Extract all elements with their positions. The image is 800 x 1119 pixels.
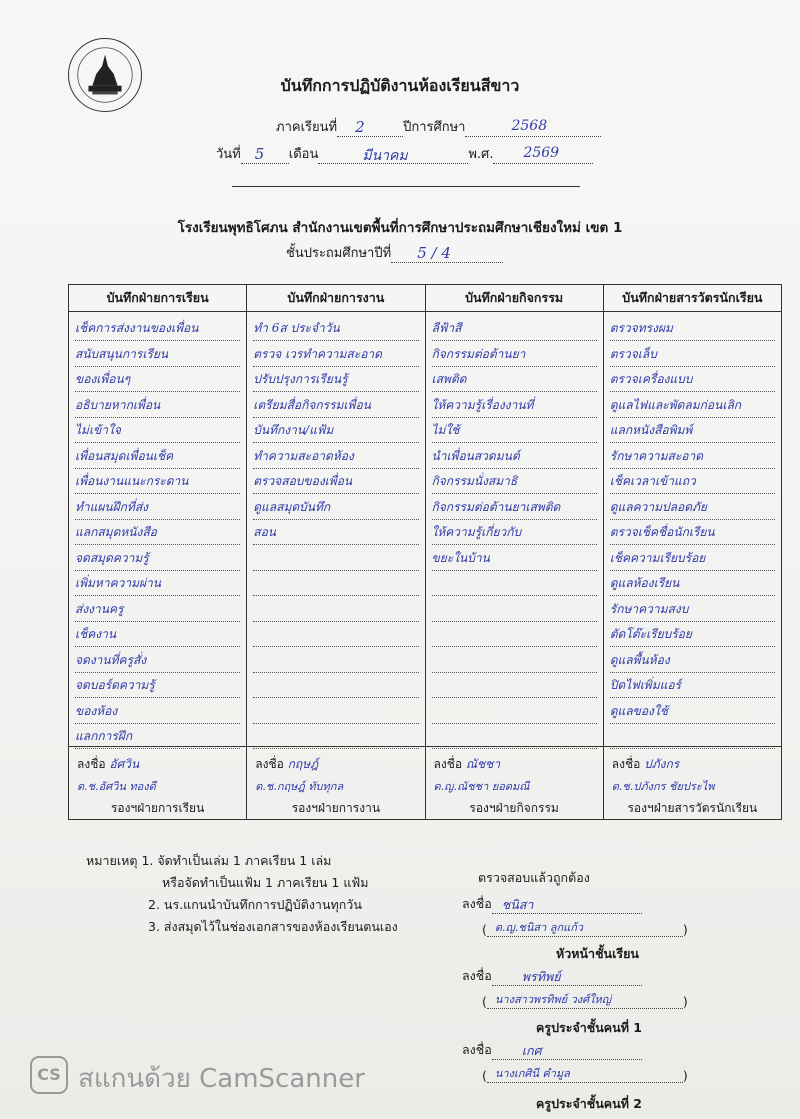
learning-entry: เช็คการส่งงานของเพื่อน <box>75 316 240 341</box>
learning-entry: เช็คงาน <box>75 622 240 647</box>
note-item: หรือจัดทำเป็นแฟ้ม 1 ภาคเรียน 1 แฟ้ม <box>162 875 369 890</box>
work-entry: ปรับปรุงการเรียนรู้ <box>253 367 418 392</box>
learning-entry: ทำแผนฝึกที่ส่ง <box>75 495 240 520</box>
learning-entry: จดสมุดความรู้ <box>75 546 240 571</box>
head-signature: ชนิสา <box>501 897 534 912</box>
year-label: ปีการศึกษา <box>403 120 466 135</box>
col-activity <box>425 312 603 747</box>
work-entry: ทำ 6ส ประจำวัน <box>253 316 418 341</box>
work-entry: สอน <box>253 520 418 545</box>
t2-name-row: ( นางเกศินี คำมูล ) <box>482 1064 688 1083</box>
semester-row <box>276 116 601 137</box>
t2-signature: เกศ <box>521 1043 542 1058</box>
date-row <box>216 143 593 164</box>
t2-name: นางเกศินี คำมูล <box>494 1067 570 1080</box>
inspector-entry: แลกหนังสือพิมพ์ <box>610 418 775 443</box>
signature: ณัชชา <box>465 757 501 771</box>
signature: กฤษฎ์ <box>287 757 319 771</box>
sign-cell-learning <box>69 747 247 820</box>
sign-label: ลงชื่อ <box>462 1042 492 1057</box>
inspector-entry: ตัดโต๊ะเรียบร้อย <box>610 622 775 647</box>
activity-entry: ให้ความรู้เกี่ยวกับ <box>432 520 597 545</box>
header-activity: บันทึกฝ่ายกิจกรรม <box>425 285 603 312</box>
work-entry <box>253 699 418 724</box>
t2-role: ครูประจำชั้นคนที่ 2 <box>536 1096 643 1111</box>
activity-entry <box>432 724 597 749</box>
notes-label: หมายเหตุ <box>86 853 138 868</box>
learning-entry: เพิ่มหาความผ่าน <box>75 571 240 596</box>
signature-row <box>69 747 782 820</box>
inspector-entry: ดูแลห้องเรียน <box>610 571 775 596</box>
note-item: 2. นร.แกนนำบันทึกการปฏิบัติงานทุกวัน <box>148 897 362 912</box>
signer-name: ด.ช.กฤษฎ์ ทับทุกล <box>255 780 344 793</box>
month-value: มีนาคม <box>362 148 408 164</box>
signer-name: ด.ญ.ณัชชา ยอดมณี <box>433 780 530 793</box>
learning-entry: จดงานที่ครูสั่ง <box>75 648 240 673</box>
year-value: 2568 <box>511 118 548 134</box>
activity-entry <box>432 673 597 698</box>
learning-entry: ของห้อง <box>75 699 240 724</box>
signer-name: ด.ช.อัศวิน ทองดี <box>77 780 156 793</box>
head-role: หัวหน้าชั้นเรียน <box>556 946 639 961</box>
page-title: บันทึกการปฏิบัติงานห้องเรียนสีขาว <box>280 76 520 95</box>
be-value: 2569 <box>523 145 560 161</box>
sign-label: ลงชื่อ <box>462 896 492 911</box>
learning-entry: อธิบายหากเพื่อน <box>75 393 240 418</box>
work-entry <box>253 673 418 698</box>
activity-entry: นำเพื่อนสวดมนต์ <box>432 444 597 469</box>
inspector-entry: รักษาความสงบ <box>610 597 775 622</box>
activity-entry <box>432 699 597 724</box>
note-item: 1. จัดทำเป็นเล่ม 1 ภาคเรียน 1 เล่ม <box>141 853 332 868</box>
sign-cell-activity <box>425 747 603 820</box>
inspector-entry: เช็คความเรียบร้อย <box>610 546 775 571</box>
activity-entry: กิจกรรมต่อต้านยาเสพติด <box>432 495 597 520</box>
learning-entry: จดบอร์ดความรู้ <box>75 673 240 698</box>
day-label: วันที่ <box>216 147 241 162</box>
col-inspector <box>603 312 781 747</box>
head-name: ด.ญ.ชนิสา ลูกแก้ว <box>494 921 584 934</box>
work-entry <box>253 571 418 596</box>
activity-entry <box>432 622 597 647</box>
activity-entry: กิจกรรมต่อต้านยา <box>432 342 597 367</box>
table-header-row <box>69 285 782 312</box>
signer-role: รองฯฝ่ายกิจกรรม <box>469 801 559 815</box>
sign-cell-inspector <box>603 747 781 820</box>
inspector-entry: ปิดไฟเพิ่มแอร์ <box>610 673 775 698</box>
activity-entry: เสพติด <box>432 367 597 392</box>
camscanner-icon: CS <box>30 1056 68 1094</box>
entries-row <box>69 312 782 747</box>
t1-signature: พรทิพย์ <box>521 969 561 984</box>
inspector-entry: ดูแลความปลอดภัย <box>610 495 775 520</box>
col-learning <box>69 312 247 747</box>
inspector-entry: ตรวจเช็คชื่อนักเรียน <box>610 520 775 545</box>
inspector-entry: ตรวจเล็บ <box>610 342 775 367</box>
activity-entry <box>432 571 597 596</box>
t1-role: ครูประจำชั้นคนที่ 1 <box>536 1020 643 1035</box>
notes-block <box>86 850 398 938</box>
class-value: 5 / 4 <box>417 244 451 262</box>
class-row <box>286 242 503 263</box>
be-label: พ.ศ. <box>468 147 494 162</box>
inspector-entry: ดูแลของใช้ <box>610 699 775 724</box>
signer-name: ด.ช.ปภังกร ชัยประไพ <box>611 780 715 793</box>
learning-entry: ไม่เข้าใจ <box>75 418 240 443</box>
work-entry <box>253 546 418 571</box>
learning-entry: แลกสมุดหนังสือ <box>75 520 240 545</box>
work-entry <box>253 597 418 622</box>
sign-label: ลงชื่อ <box>462 968 492 983</box>
activity-entry: ลีฟ้าสี <box>432 316 597 341</box>
activity-entry: ไม่ใช้ <box>432 418 597 443</box>
inspector-entry: ตรวจเครื่องแบบ <box>610 367 775 392</box>
activity-entry <box>432 597 597 622</box>
learning-entry: สนับสนุนการเรียน <box>75 342 240 367</box>
learning-entry: เพื่อนสมุดเพื่อนเช็ค <box>75 444 240 469</box>
work-entry: เตรียมสื่อกิจกรรมเพื่อน <box>253 393 418 418</box>
work-entry: ตรวจสอบของเพื่อน <box>253 469 418 494</box>
header-learning: บันทึกฝ่ายการเรียน <box>69 285 247 312</box>
inspector-entry: ดูแลพื้นห้อง <box>610 648 775 673</box>
work-entry: ทำความสะอาดห้อง <box>253 444 418 469</box>
activity-entry: ขยะในบ้าน <box>432 546 597 571</box>
learning-entry: ของเพื่อนๆ <box>75 367 240 392</box>
sign-label: ลงชื่อ <box>77 757 106 771</box>
learning-entry: แลกการฝึก <box>75 724 240 749</box>
work-entry: บันทึกงาน/แฟ้ม <box>253 418 418 443</box>
sign-label: ลงชื่อ <box>611 757 641 771</box>
activity-entry: ให้ความรู้เรื่องงานที่ <box>432 393 597 418</box>
activity-entry <box>432 648 597 673</box>
verify-heading: ตรวจสอบแล้วถูกต้อง <box>478 870 590 885</box>
camscanner-text: สแกนด้วย CamScanner <box>78 1064 365 1094</box>
note-item: 3. ส่งสมุดไว้ในช่องเอกสารของห้องเรียนตนเอง <box>148 919 398 934</box>
signer-role: รองฯฝ่ายสารวัตรนักเรียน <box>627 801 758 815</box>
t1-name: นางสาวพรทิพย์ วงศ์ใหญ่ <box>494 993 612 1006</box>
t2-sign-row <box>462 1040 642 1060</box>
signer-role: รองฯฝ่ายการเรียน <box>110 801 205 815</box>
inspector-entry <box>610 724 775 749</box>
semester-value: 2 <box>355 118 365 136</box>
signer-role: รองฯฝ่ายการงาน <box>291 801 381 815</box>
work-entry <box>253 648 418 673</box>
inspector-entry: รักษาความสะอาด <box>610 444 775 469</box>
duty-log-table <box>68 284 782 820</box>
work-entry <box>253 724 418 749</box>
inspector-entry: เช็คเวลาเข้าแถว <box>610 469 775 494</box>
inspector-entry: ตรวจทรงผม <box>610 316 775 341</box>
learning-entry: เพื่อนงานแนะกระดาน <box>75 469 240 494</box>
sign-cell-work <box>247 747 425 820</box>
signature: ปภังกร <box>644 757 680 771</box>
head-name-row: ( ด.ญ.ชนิสา ลูกแก้ว ) <box>482 918 688 937</box>
activity-entry: กิจกรรมนั่งสมาธิ <box>432 469 597 494</box>
semester-label: ภาคเรียนที่ <box>276 120 338 135</box>
month-label: เดือน <box>288 147 319 162</box>
work-entry: ดูแลสมุดบันทึก <box>253 495 418 520</box>
t1-name-row: ( นางสาวพรทิพย์ วงศ์ใหญ่ ) <box>482 990 688 1009</box>
inspector-entry: ดูแลไฟและพัดลมก่อนเลิก <box>610 393 775 418</box>
divider <box>232 186 580 187</box>
t1-sign-row <box>462 966 642 986</box>
day-value: 5 <box>254 145 265 163</box>
work-entry: ตรวจ เวรทำความสะอาด <box>253 342 418 367</box>
work-entry <box>253 622 418 647</box>
class-label: ชั้นประถมศึกษาปีที่ <box>286 246 392 261</box>
signature: อัศวิน <box>109 757 140 771</box>
school-line: โรงเรียนพุทธิโศภน สำนักงานเขตพื้นที่การศึกษาประถมศึกษาเชียงใหม่ เขต 1 <box>177 220 623 236</box>
head-sign-row <box>462 894 642 914</box>
sign-label: ลงชื่อ <box>433 757 463 771</box>
header-work: บันทึกฝ่ายการงาน <box>247 285 425 312</box>
header-inspector: บันทึกฝ่ายสารวัตรนักเรียน <box>603 285 781 312</box>
camscanner-watermark <box>30 1052 374 1098</box>
learning-entry: ส่งงานครู <box>75 597 240 622</box>
sign-label: ลงชื่อ <box>255 757 284 771</box>
col-work <box>247 312 425 747</box>
